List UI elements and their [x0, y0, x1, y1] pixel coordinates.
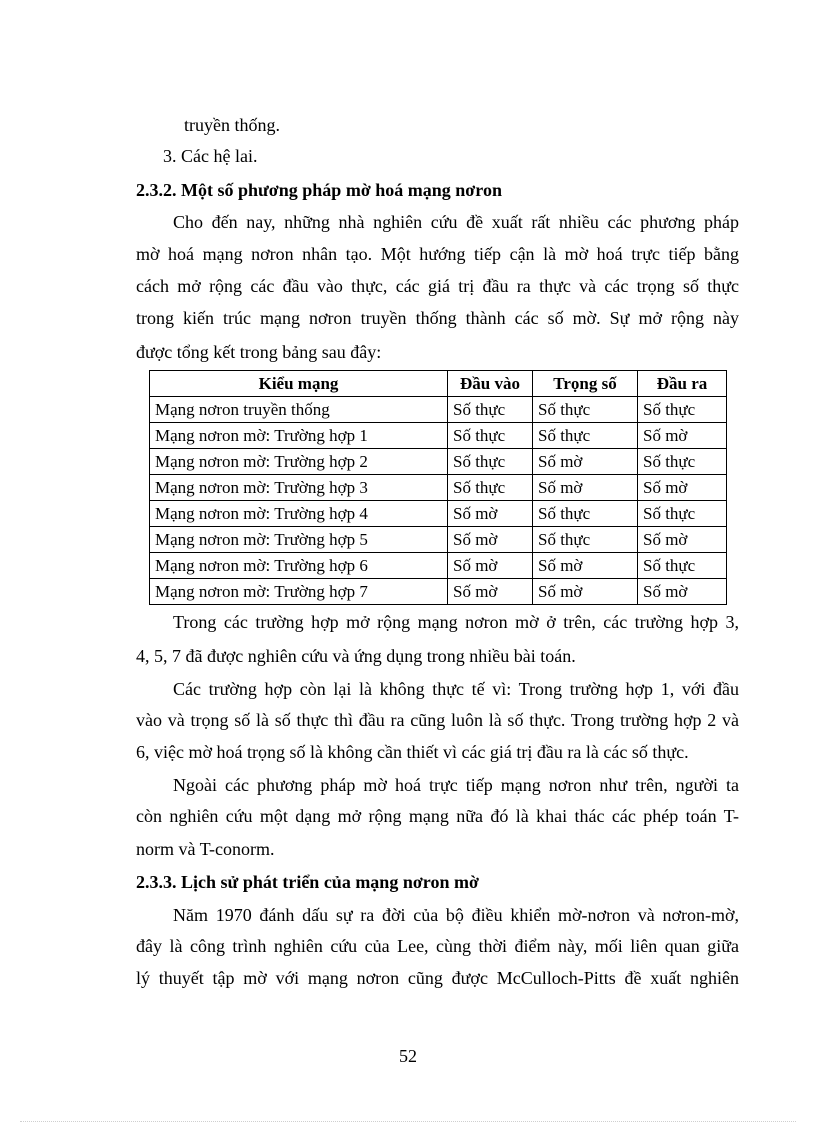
- page-number: 52: [399, 1046, 417, 1066]
- cell-weight: Số mờ: [533, 475, 638, 501]
- cell-weight: Số thực: [533, 527, 638, 553]
- paragraph-line: đây là công trình nghiên cứu của Lee, cùng thời điểm này, mối liên quan giữa: [136, 936, 739, 956]
- cell-output: Số mờ: [638, 527, 727, 553]
- table-row: [150, 527, 727, 553]
- paragraph-line: được tổng kết trong bảng sau đây:: [136, 342, 382, 362]
- cell-weight: Số thực: [533, 501, 638, 527]
- cell-output: Số thực: [638, 501, 727, 527]
- table-row: [150, 579, 727, 605]
- table-row: [150, 501, 727, 527]
- table-row: [150, 423, 727, 449]
- table-row: [150, 553, 727, 579]
- paragraph-line: Cho đến nay, những nhà nghiên cứu đề xuất rất nhiều các phương pháp: [173, 212, 739, 232]
- paragraph-line: 6, việc mờ hoá trọng số là không cần thiết vì các giá trị đầu ra là các số thực.: [136, 742, 689, 762]
- header-network-type: Kiểu mạng: [150, 371, 448, 397]
- cell-network-type: Mạng nơron truyền thống: [150, 397, 448, 423]
- cell-input: Số mờ: [448, 527, 533, 553]
- intro-continuation: truyền thống.: [184, 115, 280, 135]
- cell-network-type: Mạng nơron mờ: Trường hợp 7: [150, 579, 448, 605]
- table-row: [150, 397, 727, 423]
- cell-weight: Số thực: [533, 423, 638, 449]
- header-output: Đầu ra: [638, 371, 727, 397]
- paragraph-line: Các trường hợp còn lại là không thực tế vì: Trong trường hợp 1, với đầu: [173, 679, 739, 699]
- paragraph-line: norm và T-conorm.: [136, 839, 275, 859]
- cell-output: Số thực: [638, 449, 727, 475]
- fuzzy-network-table: [149, 370, 727, 605]
- cell-input: Số mờ: [448, 553, 533, 579]
- paragraph-line: 4, 5, 7 đã được nghiên cứu và ứng dụng trong nhiều bài toán.: [136, 646, 576, 666]
- table-row: [150, 449, 727, 475]
- cell-output: Số mờ: [638, 423, 727, 449]
- paragraph-line: Trong các trường hợp mở rộng mạng nơron mờ ở trên, các trường hợp 3,: [173, 612, 739, 632]
- paragraph-line: Ngoài các phương pháp mờ hoá trực tiếp mạng nơron như trên, người ta: [173, 775, 739, 795]
- table-row: [150, 475, 727, 501]
- cell-input: Số thực: [448, 475, 533, 501]
- paragraph-line: trong kiến trúc mạng nơron truyền thống thành các số mờ. Sự mở rộng này: [136, 308, 739, 328]
- cell-output: Số thực: [638, 397, 727, 423]
- cell-input: Số mờ: [448, 579, 533, 605]
- cell-output: Số thực: [638, 553, 727, 579]
- page-bottom-divider: [20, 1121, 796, 1122]
- cell-network-type: Mạng nơron mờ: Trường hợp 2: [150, 449, 448, 475]
- header-weight: Trọng số: [533, 371, 638, 397]
- cell-input: Số thực: [448, 397, 533, 423]
- cell-weight: Số thực: [533, 397, 638, 423]
- paragraph-line: lý thuyết tập mờ với mạng nơron cũng được McCulloch-Pitts đề xuất nghiên: [136, 968, 739, 988]
- cell-input: Số thực: [448, 423, 533, 449]
- header-input: Đầu vào: [448, 371, 533, 397]
- paragraph-line: Năm 1970 đánh dấu sự ra đời của bộ điều khiển mờ-nơron và nơron-mờ,: [173, 905, 739, 925]
- list-item-3: 3. Các hệ lai.: [163, 146, 258, 166]
- cell-network-type: Mạng nơron mờ: Trường hợp 4: [150, 501, 448, 527]
- cell-input: Số mờ: [448, 501, 533, 527]
- cell-network-type: Mạng nơron mờ: Trường hợp 3: [150, 475, 448, 501]
- section-heading-2-3-2: 2.3.2. Một số phương pháp mờ hoá mạng nơron: [136, 180, 502, 200]
- paragraph-line: mờ hoá mạng nơron nhân tạo. Một hướng tiếp cận là mờ hoá trực tiếp bằng: [136, 244, 739, 264]
- section-heading-2-3-3: 2.3.3. Lịch sử phát triển của mạng nơron mờ: [136, 872, 479, 892]
- table-header-row: [150, 371, 727, 397]
- cell-output: Số mờ: [638, 475, 727, 501]
- paragraph-line: vào và trọng số là số thực thì đầu ra cũng luôn là số thực. Trong trường hợp 2 và: [136, 710, 739, 730]
- cell-network-type: Mạng nơron mờ: Trường hợp 6: [150, 553, 448, 579]
- cell-network-type: Mạng nơron mờ: Trường hợp 1: [150, 423, 448, 449]
- paragraph-line: cách mở rộng các đầu vào thực, các giá trị đầu ra thực và các trọng số thực: [136, 276, 739, 296]
- cell-network-type: Mạng nơron mờ: Trường hợp 5: [150, 527, 448, 553]
- cell-input: Số thực: [448, 449, 533, 475]
- cell-weight: Số mờ: [533, 553, 638, 579]
- cell-weight: Số mờ: [533, 579, 638, 605]
- cell-weight: Số mờ: [533, 449, 638, 475]
- cell-output: Số mờ: [638, 579, 727, 605]
- paragraph-line: còn nghiên cứu một dạng mở rộng mạng nữa đó là khai thác các phép toán T-: [136, 806, 739, 826]
